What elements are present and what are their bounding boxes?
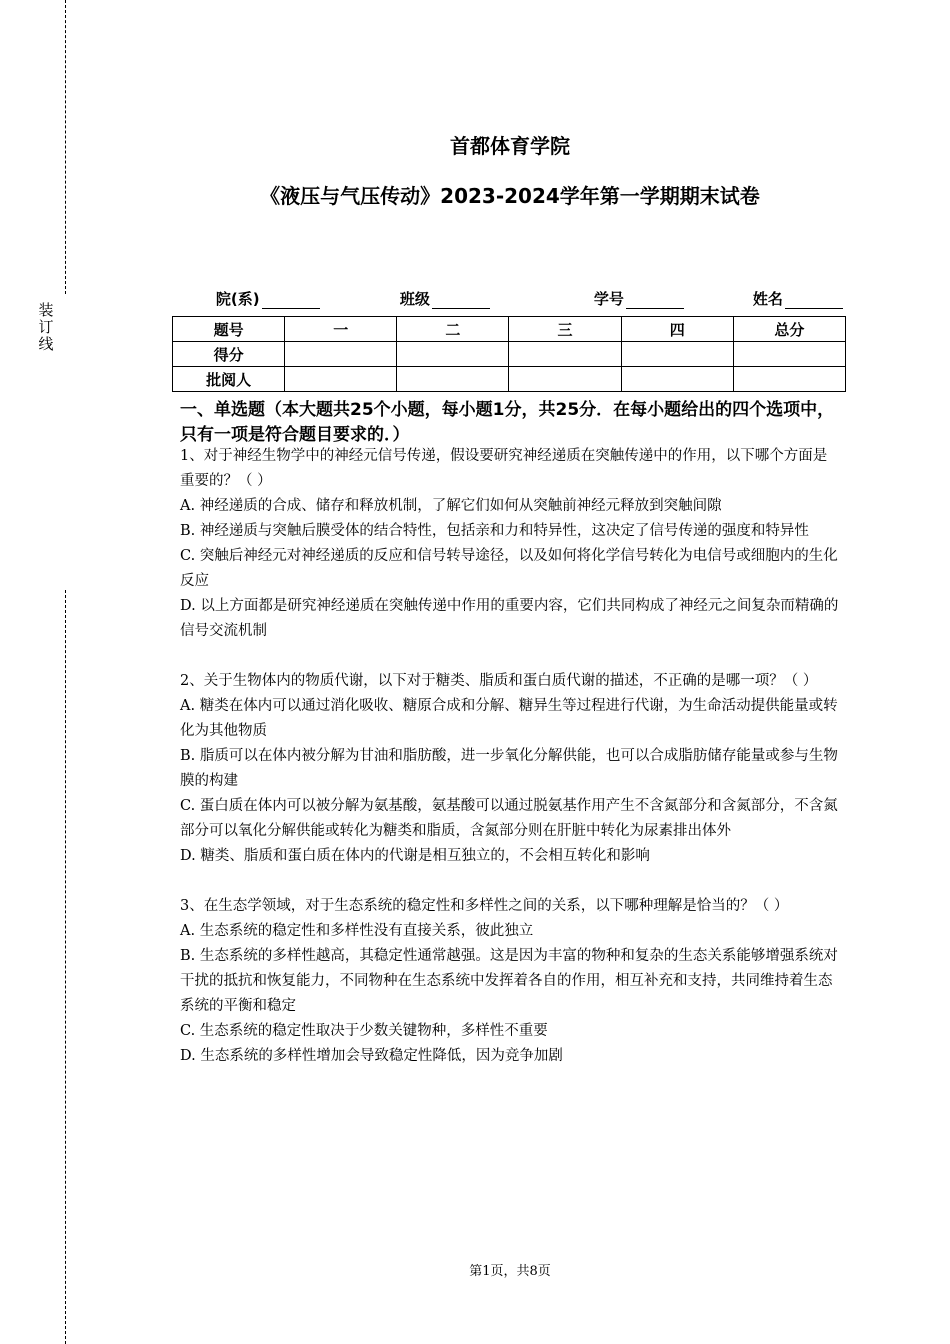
question-3: [180, 894, 840, 1069]
question-stem: 3、在生态学领域，对于生态系统的稳定性和多样性之间的关系，以下哪种理解是恰当的？（ ）: [180, 898, 789, 914]
option-a[interactable]: A. 生态系统的稳定性和多样性没有直接关系，彼此独立: [180, 923, 534, 939]
question-1: [180, 444, 840, 644]
option-b[interactable]: B. 神经递质与突触后膜受体的结合特性，包括亲和力和特异性，这决定了信号传递的强度和特异性: [180, 523, 809, 539]
department-blank[interactable]: [262, 293, 320, 309]
score-table: [172, 316, 846, 392]
binding-dashed-line-bottom: [65, 590, 66, 1344]
score-table-header-row: [173, 317, 846, 342]
score-cell[interactable]: [621, 342, 733, 367]
option-d[interactable]: D. 生态系统的多样性增加会导致稳定性降低，因为竞争加剧: [180, 1048, 563, 1064]
section-heading: 一、单选题（本大题共25个小题，每小题1分，共25分．在每小题给出的四个选项中，只有一项是符合题目要求的．）: [180, 400, 835, 445]
department-label: 院(系): [215, 290, 260, 308]
grader-cell[interactable]: [621, 367, 733, 392]
table-header-label: 题号: [173, 317, 285, 342]
question-list: [180, 444, 840, 1094]
option-c[interactable]: C. 蛋白质在体内可以被分解为氨基酸，氨基酸可以通过脱氨基作用产生不含氮部分和含氮部分，不含氮部分可以氧化分解供能或转化为糖类和脂质，含氮部分则在肝脏中转化为尿素排出体外: [180, 798, 838, 839]
binding-char: 装: [38, 301, 54, 319]
score-row-label: 得分: [173, 342, 285, 367]
class-label: 班级: [399, 290, 430, 308]
grader-cell[interactable]: [285, 367, 397, 392]
student-id-label: 学号: [593, 290, 624, 308]
score-cell[interactable]: [733, 342, 845, 367]
binding-char: 线: [38, 335, 54, 353]
option-d[interactable]: D. 以上方面都是研究神经递质在突触传递中作用的重要内容，它们共同构成了神经元之间复杂而精确的信号交流机制: [180, 598, 839, 639]
option-c[interactable]: C. 生态系统的稳定性取决于少数关键物种，多样性不重要: [180, 1023, 548, 1039]
binding-char: 订: [38, 318, 54, 336]
option-b[interactable]: B. 生态系统的多样性越高，其稳定性通常越强。这是因为丰富的物种和复杂的生态关系能够增强系统对干扰的抵抗和恢复能力，不同物种在生态系统中发挥着各自的作用，相互补充和支持，共同维持着生态系统的平衡和稳定: [180, 948, 838, 1014]
grader-row: [173, 367, 846, 392]
grader-row-label: 批阅人: [173, 367, 285, 392]
table-column-header: 一: [285, 317, 397, 342]
school-name: 首都体育学院: [450, 134, 570, 158]
student-info-row: [195, 270, 835, 308]
question-stem: 2、关于生物体内的物质代谢，以下对于糖类、脂质和蛋白质代谢的描述，不正确的是哪一项？（ ）: [180, 673, 818, 689]
option-c[interactable]: C. 突触后神经元对神经递质的反应和信号转导途径，以及如何将化学信号转化为电信号或细胞内的生化反应: [180, 548, 838, 589]
table-column-header: 二: [397, 317, 509, 342]
binding-label: [37, 302, 55, 353]
exam-title: 《液压与气压传动》2023-2024学年第一学期期末试卷: [260, 184, 760, 208]
option-a[interactable]: A. 糖类在体内可以通过消化吸收、糖原合成和分解、糖异生等过程进行代谢，为生命活动提供能量或转化为其他物质: [180, 698, 838, 739]
option-b[interactable]: B. 脂质可以在体内被分解为甘油和脂肪酸，进一步氧化分解供能，也可以合成脂肪储存能量或参与生物膜的构建: [180, 748, 838, 789]
option-a[interactable]: A. 神经递质的合成、储存和释放机制，了解它们如何从突触前神经元释放到突触间隙: [180, 498, 722, 514]
option-d[interactable]: D. 糖类、脂质和蛋白质在体内的代谢是相互独立的，不会相互转化和影响: [180, 848, 650, 864]
page-footer: 第1页，共8页: [469, 1264, 551, 1279]
score-cell[interactable]: [509, 342, 621, 367]
score-cell[interactable]: [397, 342, 509, 367]
class-blank[interactable]: [432, 293, 490, 309]
question-2: [180, 669, 840, 869]
score-cell[interactable]: [285, 342, 397, 367]
name-blank[interactable]: [785, 293, 843, 309]
table-column-header: 四: [621, 317, 733, 342]
grader-cell[interactable]: [397, 367, 509, 392]
name-label: 姓名: [752, 290, 783, 308]
student-id-blank[interactable]: [626, 293, 684, 309]
question-stem: 1、对于神经生物学中的神经元信号传递，假设要研究神经递质在突触传递中的作用，以下哪个方面是重要的？（ ）: [180, 448, 828, 489]
table-column-header: 总分: [733, 317, 845, 342]
grader-cell[interactable]: [509, 367, 621, 392]
table-column-header: 三: [509, 317, 621, 342]
grader-cell[interactable]: [733, 367, 845, 392]
score-row: [173, 342, 846, 367]
